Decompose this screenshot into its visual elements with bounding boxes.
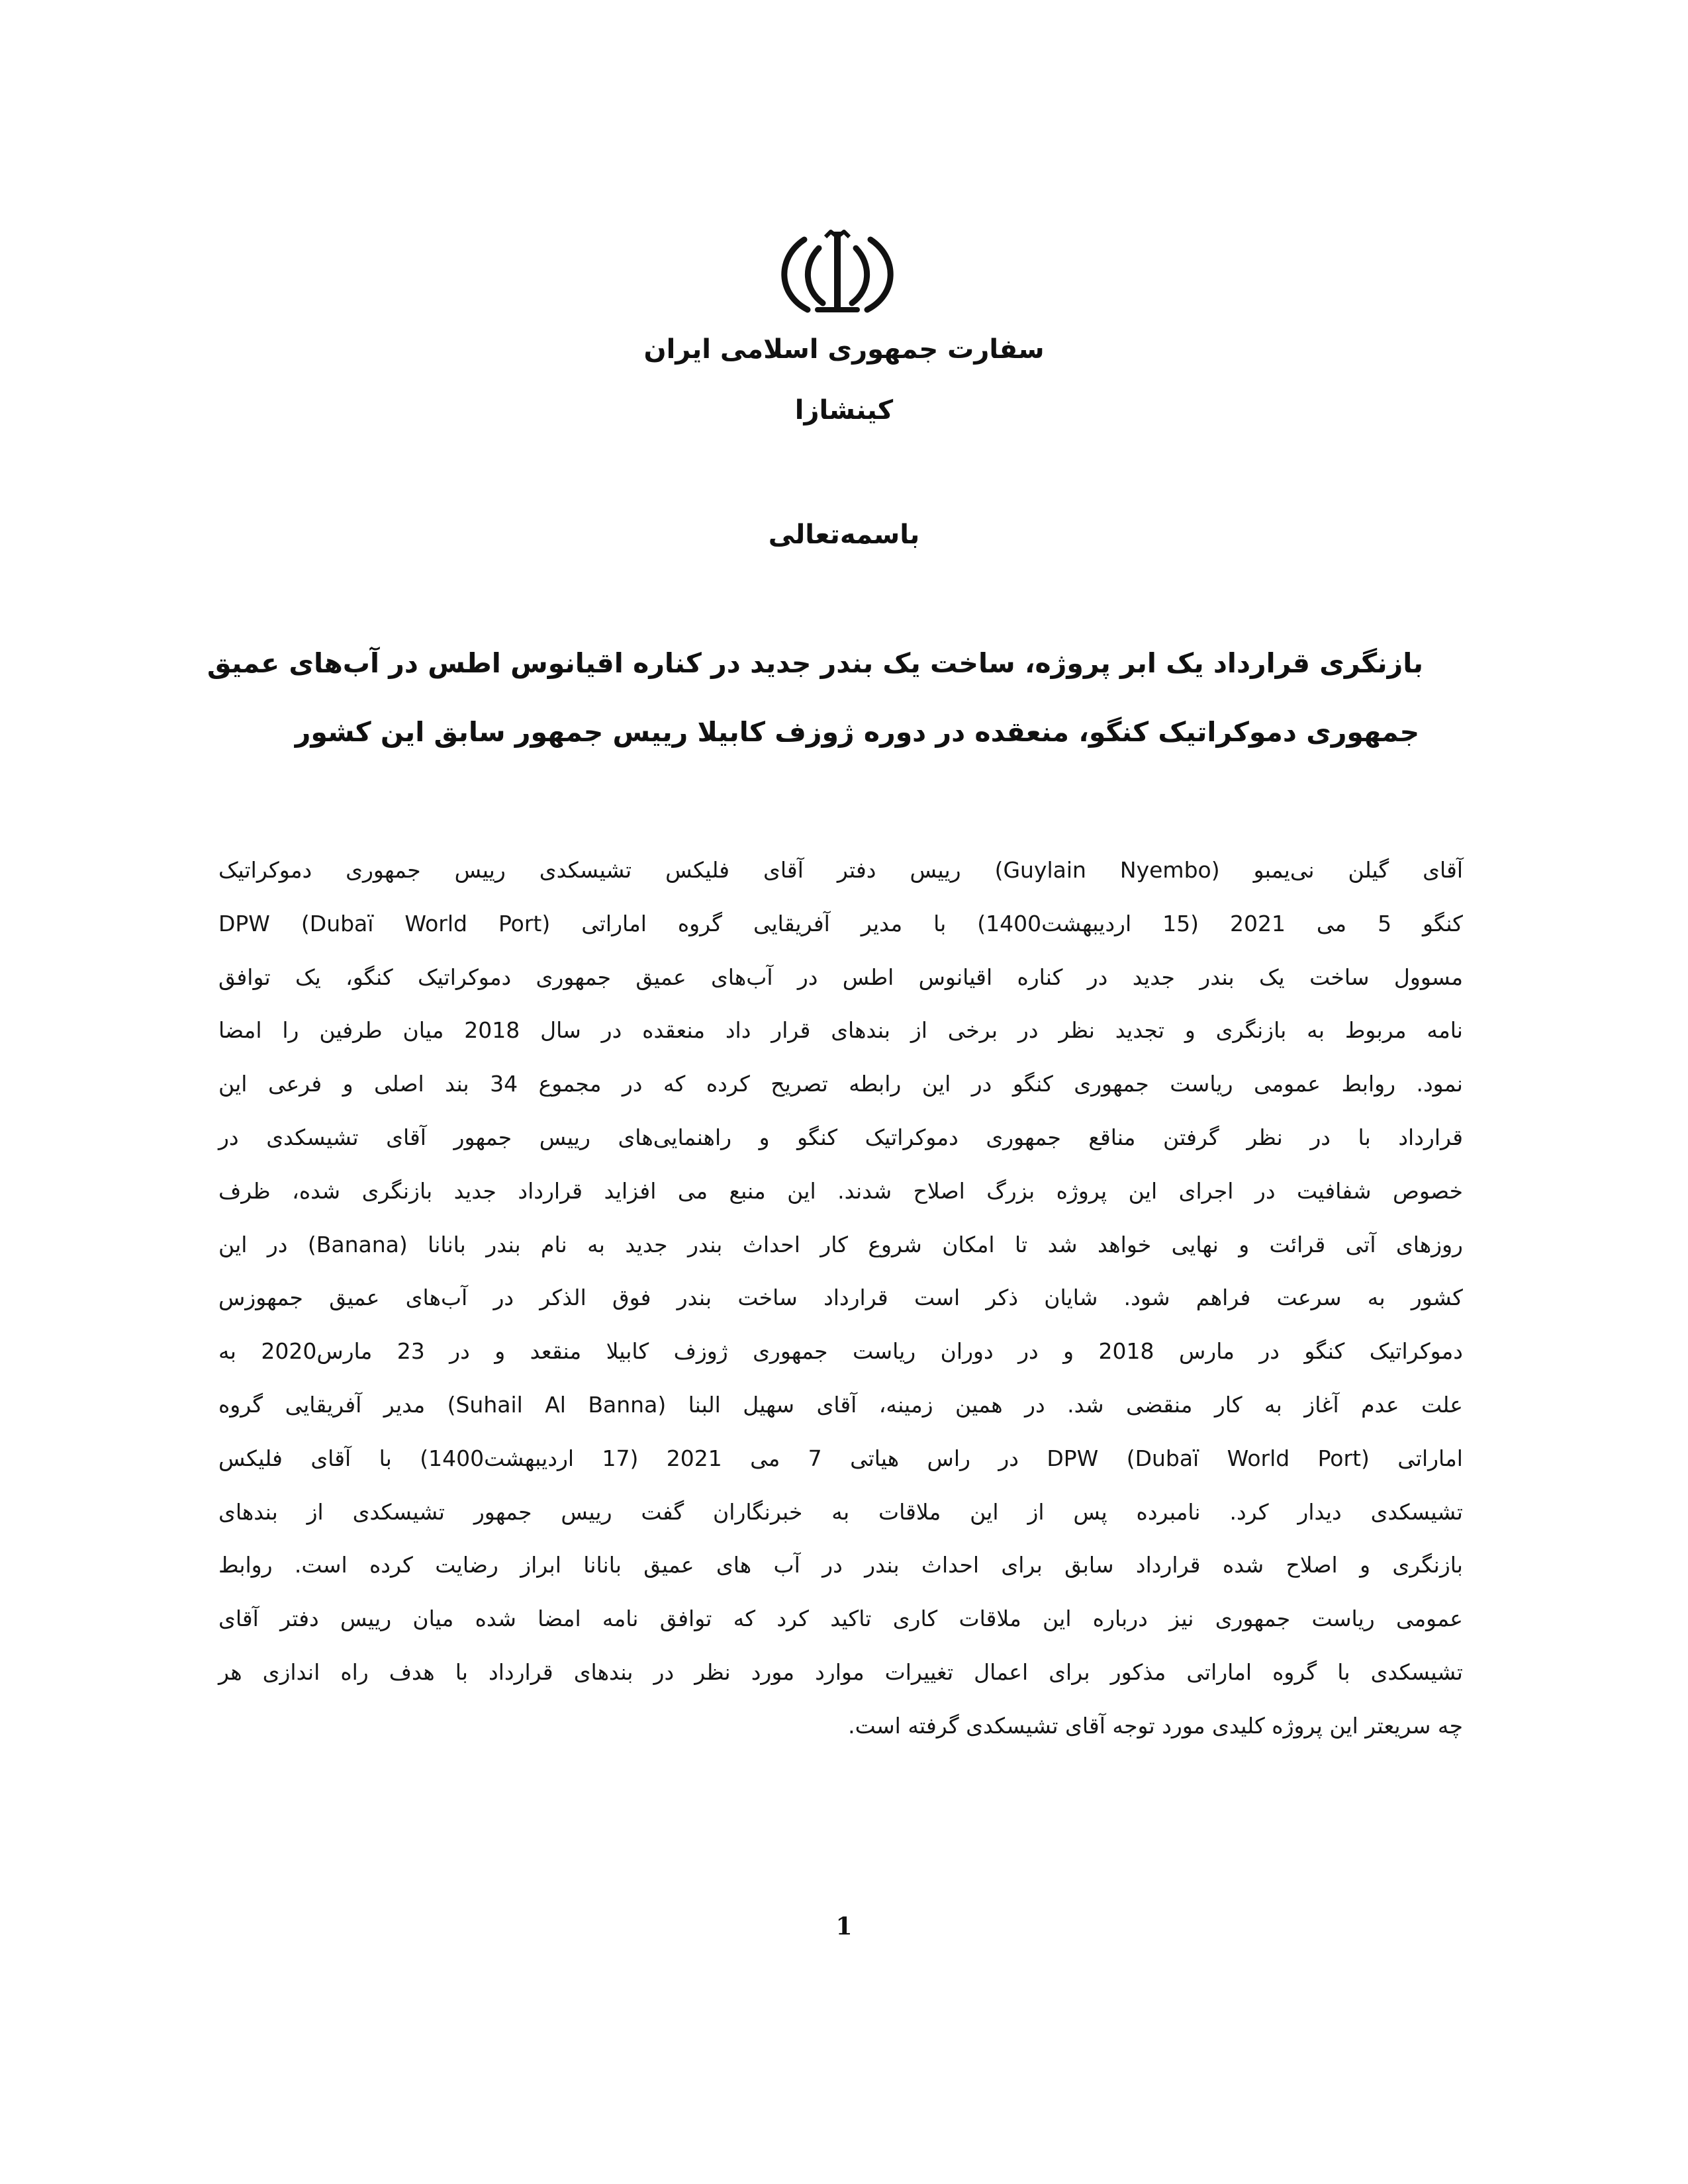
title-line: بازنگری قرارداد یک ابر پروژه، ساخت یک بندر جدید در کناره اقیانوس اطس در آب‌های عمیق (207, 647, 1423, 679)
body-line: تشیسکدی با گروه اماراتی مذکور برای اعمال تغییرات موارد مورد نظر در بندهای قرارداد با هدف راه اندازی هر (218, 1659, 1463, 1685)
body-line: تشیسکدی دیدار کرد. نامبرده پس از این ملاقات به خبرنگاران گفت رییس جمهور تشیسکدی از بندهای (218, 1498, 1463, 1525)
title-line: جمهوری دموکراتیک کنگو، منعقده در دوره ژوزف کابیلا رییس جمهور سابق این کشور (295, 716, 1420, 748)
body-line: نمود. روابط عمومی ریاست جمهوری کنگو در این رابطه تصریح کرده که در مجموع 34 بند اصلی و فرعی این (218, 1071, 1463, 1097)
body-line: کشور به سرعت فراهم شود. شایان ذکر است قرارداد ساخت بندر فوق الذکر در آب‌های عمیق جمهوزس (218, 1285, 1463, 1311)
page-number: 1 (835, 1913, 853, 1940)
body-line: خصوص شفافیت در اجرای این پروژه بزرگ اصلاح شدند. این منبع می افزاید قرارداد جدید بازنگری شده، ظرف (218, 1177, 1463, 1204)
body-line: روزهای آتی قرائت و نهایی خواهد شد تا امکان شروع کار احداث بندر جدید به نام بندر بانانا (Banana) در این (218, 1231, 1463, 1257)
body-line: آقای گیلن نی‌یمبو (Guylain Nyembo) رییس دفتر آقای فلیکس تشیسکدی رییس جمهوری دموکراتیک (218, 857, 1464, 883)
city-name: کینشازا (794, 395, 894, 426)
body-paragraph (218, 844, 1463, 1753)
body-line: دموکراتیک کنگو در مارس 2018 و در دوران ریاست جمهوری ژوزف کابیلا منقعد و در 23 مارس2020 به (218, 1338, 1463, 1365)
iran-emblem-icon (771, 225, 904, 318)
body-line: نامه مربوط به بازنگری و تجدید نظر در برخی از بندهای قرار داد منعقده در سال 2018 میان طرفین را امضا (218, 1017, 1463, 1044)
body-line: عمومی ریاست جمهوری نیز درباره این ملاقات کاری تاکید کرد که توافق نامه امضا شده میان رییس دفتر آقای (218, 1606, 1463, 1632)
invocation-heading: باسمه‌تعالی (768, 520, 920, 550)
body-line: مسوول ساخت یک بندر جدید در کناره اقیانوس اطس در آب‌های عمیق جمهوری دموکراتیک کنگو، یک توافق (218, 964, 1463, 990)
document-title (207, 629, 1423, 766)
body-line: اماراتی DPW (Dubaï World Port) در راس هیاتی 7 می 2021 (17 اردیبهشت1400) با آقای فلیکس (218, 1445, 1463, 1471)
body-line: بازنگری و اصلاح شده قرارداد سابق برای احداث بندر در آب های عمیق بانانا ابراز رضایت کرده است. روابط (218, 1552, 1463, 1578)
body-line: چه سریعتر این پروژه کلیدی مورد توجه آقای تشیسکدی گرفته است. (848, 1712, 1463, 1739)
body-line: علت عدم آغاز به کار منقضی شد. در همین زمینه، آقای سهیل البنا (Suhail Al Banna) مدیر آفریقایی گروه (218, 1391, 1463, 1418)
embassy-name: سفارت جمهوری اسلامی ایران (643, 334, 1045, 365)
body-line: کنگو 5 می 2021 (15 اردیبهشت1400) با مدیر آفریقایی گروه اماراتی DPW (Dubaï World Port) (218, 910, 1463, 936)
body-line: قرارداد با در نظر گرفتن مناقع جمهوری دموکراتیک کنگو و راهنمایی‌های رییس جمهور آقای تشیسکدی در (218, 1124, 1463, 1150)
